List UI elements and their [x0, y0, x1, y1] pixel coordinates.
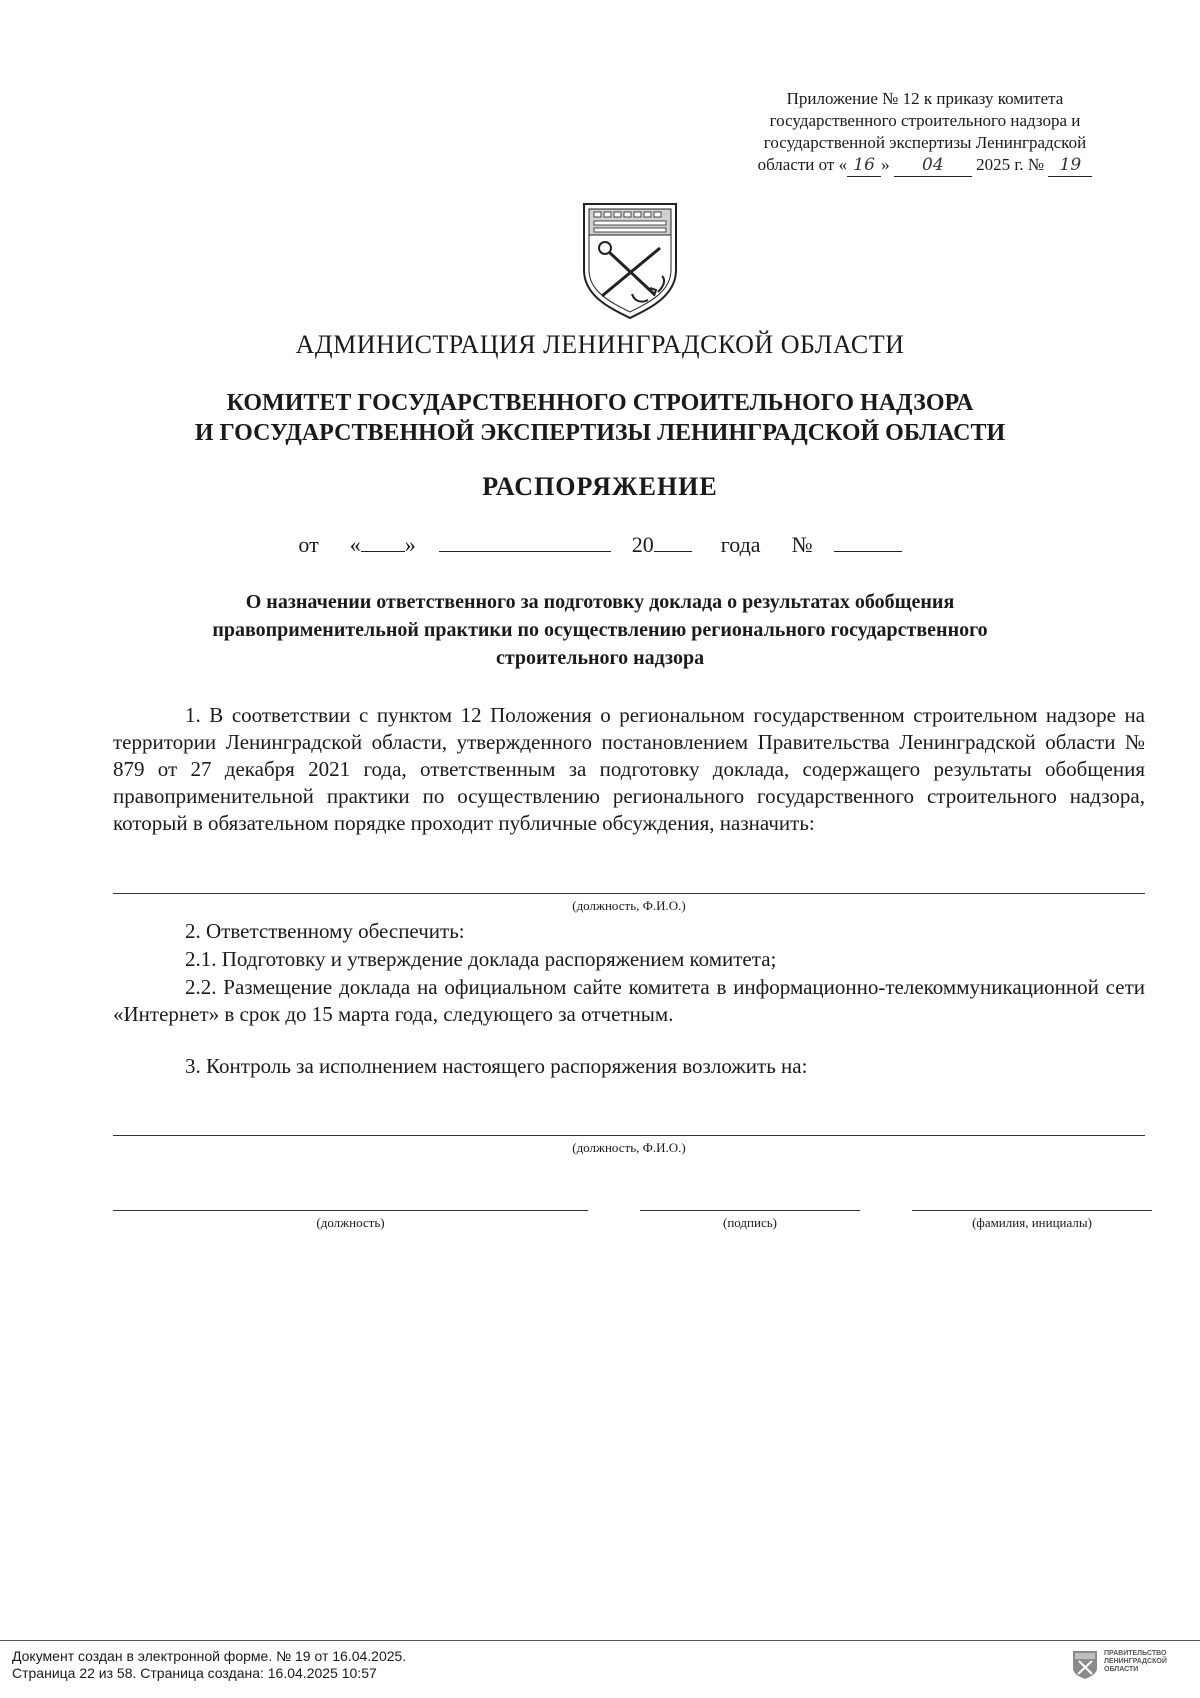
date-close-quote: » [404, 532, 416, 557]
government-logo [1072, 1650, 1192, 1686]
signature-position-line[interactable] [113, 1210, 588, 1211]
controller-caption: (должность, Ф.И.О.) [572, 1140, 686, 1155]
date-open-quote: « [349, 532, 361, 557]
controller-fill-line[interactable] [113, 1135, 1145, 1136]
date-day-blank[interactable] [361, 533, 405, 552]
government-logo-text [1104, 1650, 1167, 1674]
signature-sign-line[interactable] [640, 1210, 860, 1211]
appendix-month: 04 [894, 154, 972, 177]
coat-of-arms-icon [580, 200, 680, 322]
appendix-line-2: государственного строительного надзора и [769, 111, 1081, 130]
footer-line-1: Документ создан в электронной форме. № 19 от 16.04.2025. [12, 1648, 407, 1664]
subject-line-2: правоприменительной практики по осуществлению регионального государственного [212, 619, 988, 641]
appendix-line-1: Приложение № 12 к приказу комитета [786, 89, 1064, 108]
gov-text-line-3: ОБЛАСТИ [1104, 1666, 1139, 1673]
date-month-blank[interactable] [439, 533, 611, 552]
date-year-blank[interactable] [654, 533, 692, 552]
date-number-sign: № [791, 532, 813, 557]
appendix-day: 16 [847, 154, 881, 177]
appendix-quote: » [881, 155, 890, 174]
subject-line-1: О назначении ответственного за подготовку доклада о результатах обобщения [245, 591, 955, 613]
date-from-label: от [298, 532, 319, 557]
date-number-blank[interactable] [834, 533, 902, 552]
committee-name [0, 388, 1200, 448]
paragraph-2-2: 2.2. Размещение доклада на официальном сайте комитета в информационно-телекоммуникационной сети «Интернет» в срок до 15 марта года, следующего за отчетным. [113, 975, 1145, 1026]
administration-title: АДМИНИСТРАЦИЯ ЛЕНИНГРАДСКОЙ ОБЛАСТИ [295, 330, 905, 359]
committee-line-1: КОМИТЕТ ГОСУДАРСТВЕННОГО СТРОИТЕЛЬНОГО НАДЗОРА [226, 390, 974, 416]
appendix-line-3: государственной экспертизы Ленинградской [763, 133, 1087, 152]
appendix-number: 19 [1048, 154, 1092, 177]
appendix-note [720, 88, 1130, 177]
government-emblem-icon [1072, 1650, 1098, 1680]
document-type: РАСПОРЯЖЕНИЕ [482, 472, 718, 501]
appointee-caption: (должность, Ф.И.О.) [572, 898, 686, 913]
paragraph-1: 1. В соответствии с пунктом 12 Положения о региональном государственном строительном надзоре на территории Ленинградской области, утвержденного постановлением Правительства Ленинградской области № 879 от 27 декабря 2021 года, ответственным за подготовку доклада, содержащего результаты обобщения правоприменительной практики по осуществлению регионального государственного строительного надзора, который в обязательном порядке проходит публичные обсуждения, назначить: [113, 703, 1145, 835]
footer-divider [0, 1640, 1200, 1641]
signature-sign-caption: (подпись) [723, 1215, 777, 1230]
paragraph-2: 2. Ответственному обеспечить: [185, 919, 465, 943]
appointee-fill-line[interactable] [113, 893, 1145, 894]
date-century: 20 [631, 532, 654, 557]
appendix-line-4 [720, 154, 1130, 177]
date-line [0, 532, 1200, 558]
paragraph-2-1: 2.1. Подготовку и утверждение доклада распоряжением комитета; [185, 947, 777, 971]
committee-line-2: И ГОСУДАРСТВЕННОЙ ЭКСПЕРТИЗЫ ЛЕНИНГРАДСКОЙ ОБЛАСТИ [194, 420, 1006, 446]
footer-line-2: Страница 22 из 58. Страница создана: 16.04.2025 10:57 [12, 1665, 377, 1681]
paragraph-3: 3. Контроль за исполнением настоящего распоряжения возложить на: [185, 1054, 808, 1078]
gov-text-line-1: ПРАВИТЕЛЬСТВО [1104, 1650, 1167, 1657]
appendix-year-text: 2025 г. № [976, 155, 1045, 174]
document-subject [140, 588, 1060, 672]
gov-text-line-2: ЛЕНИНГРАДСКОЙ [1104, 1658, 1167, 1665]
signature-name-caption: (фамилия, инициалы) [972, 1215, 1092, 1230]
appendix-date-prefix: области от « [757, 155, 848, 174]
signature-position-caption: (должность) [316, 1215, 385, 1230]
subject-line-3: строительного надзора [495, 647, 705, 669]
date-year-word: года [720, 532, 761, 557]
footer-info [12, 1648, 406, 1682]
signature-name-line[interactable] [912, 1210, 1152, 1211]
